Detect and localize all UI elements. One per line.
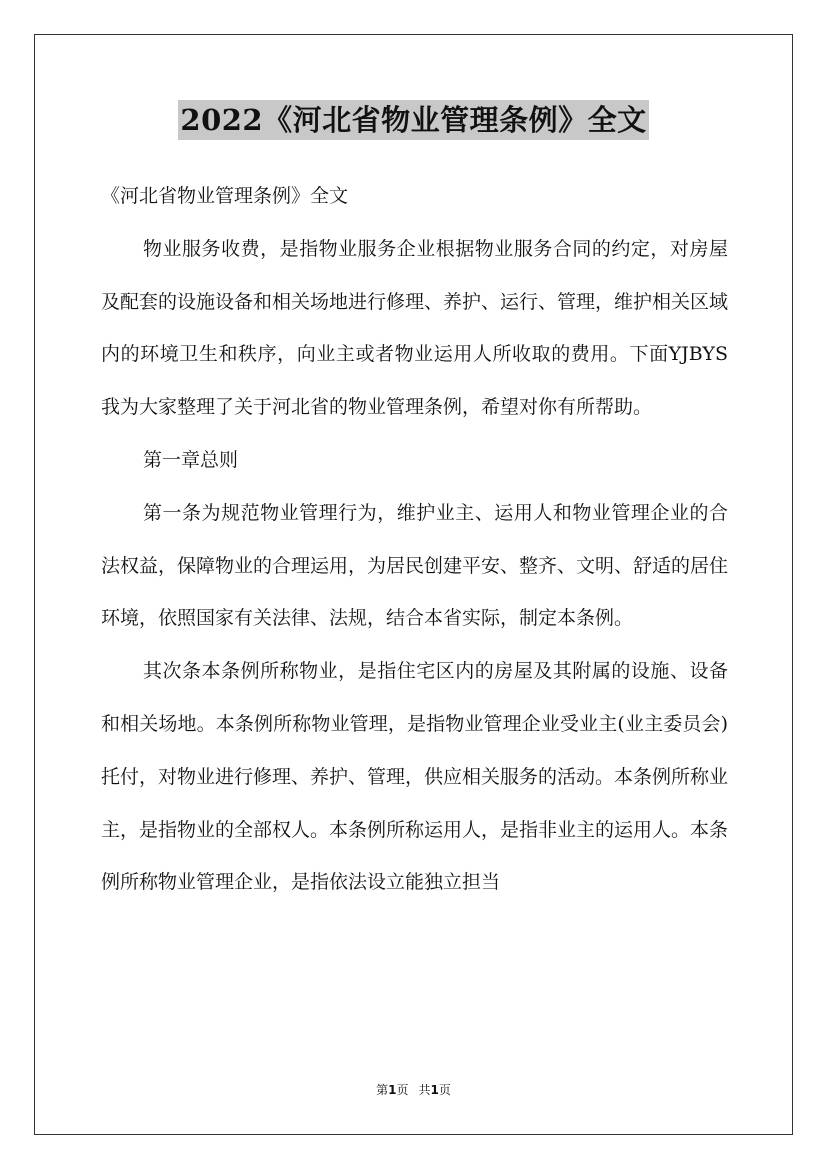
total-pages: 1 xyxy=(430,1083,439,1097)
page-number: 1 xyxy=(388,1083,397,1097)
document-subtitle: 《河北省物业管理条例》全文 xyxy=(101,185,349,207)
document-title: 2022《河北省物业管理条例》全文 xyxy=(178,100,648,140)
document-body xyxy=(101,170,728,909)
paragraph-article-1: 第一条为规范物业管理行为，维护业主、运用人和物业管理企业的合法权益，保障物业的合理运用，为居民创建平安、整齐、文明、舒适的居住环境，依照国家有关法律、法规，结合本省实际，制定本条例。 xyxy=(101,501,729,630)
page-label-prefix: 第 xyxy=(376,1083,389,1097)
paragraph-article-2: 其次条本条例所称物业，是指住宅区内的房屋及其附属的设施、设备和相关场地。本条例所称物业管理，是指物业管理企业受业主(业主委员会)托付，对物业进行修理、养护、管理，供应相关服务的活动。本条例所称业主，是指物业的全部权人。本条例所称运用人，是指非业主的运用人。本条例所称物业管理企业，是指依法设立能独立担当 xyxy=(101,660,729,894)
total-label-prefix: 共 xyxy=(418,1083,431,1097)
paragraph-intro: 物业服务收费，是指物业服务企业根据物业服务合同的约定，对房屋及配套的设施设备和相关场地进行修理、养护、运行、管理，维护相关区域内的环境卫生和秩序，向业主或者物业运用人所收取的费用。下面YJBYS我为大家整理了关于河北省的物业管理条例，希望对你有所帮助。 xyxy=(101,237,729,419)
page-label-suffix: 页 xyxy=(396,1083,409,1097)
chapter-heading: 第一章总则 xyxy=(143,448,239,471)
page-footer xyxy=(0,1082,827,1098)
total-label-suffix: 页 xyxy=(438,1083,451,1097)
title-container xyxy=(0,100,827,140)
